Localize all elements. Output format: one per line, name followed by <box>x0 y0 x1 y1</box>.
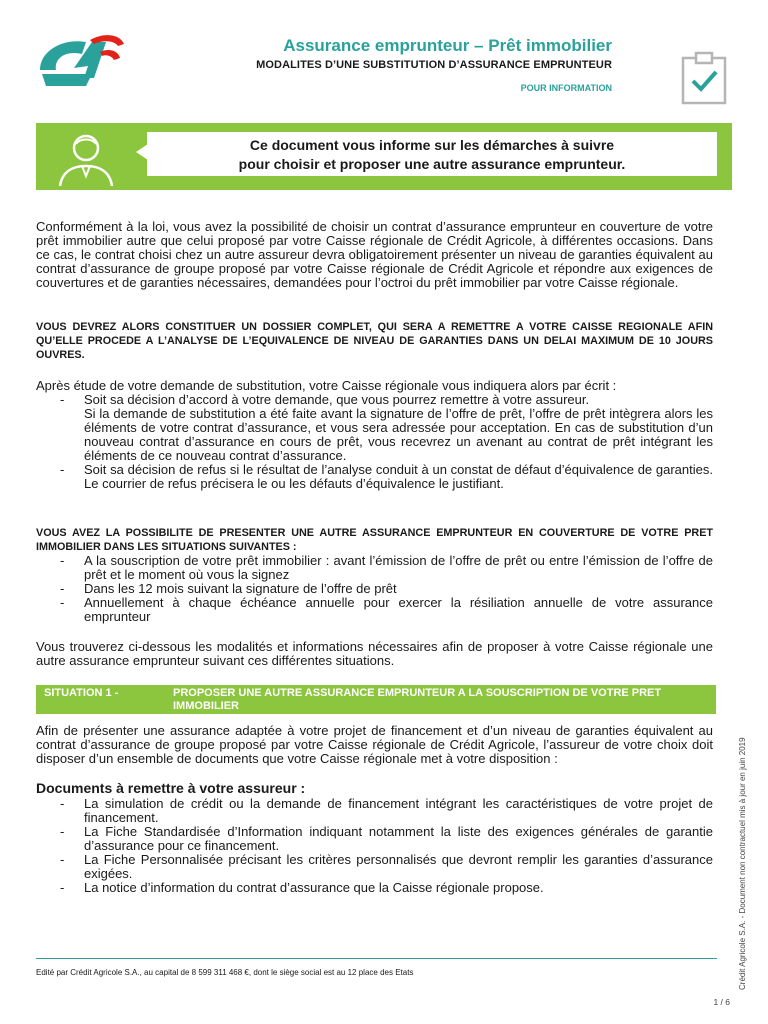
list-item: - La notice d’information du contrat d’assurance que la Caisse régionale propose. <box>36 881 713 895</box>
list-item: - Annuellement à chaque échéance annuelle pour exercer la résiliation annuelle de votre assurance emprunteur <box>36 596 713 624</box>
after-study-lead: Après étude de votre demande de substitution, votre Caisse régionale vous indiquera alors par écrit : <box>36 378 617 393</box>
situations-list <box>36 554 713 624</box>
dossier-notice: VOUS DEVREZ ALORS CONSTITUER UN DOSSIER COMPLET, QUI SERA A REMETTRE A VOTRE CAISSE REGIONALE AFIN QU’ELLE PROCEDE A L’ANALYSE DE L’EQUIVALENCE DE NIVEAU DE GARANTIES DANS UN DELAI MAXIMUM DE 10 JOURS OUVRES. <box>36 321 713 361</box>
situation-1-text: Afin de présenter une assurance adaptée à votre projet de financement et d’un niveau de garanties équivalent au contrat d’assurance de groupe proposé par votre Caisse régionale de Crédit Agricole, l’assureur de votre choix doit disposer d’un ensemble de documents que votre Caisse régionale met à votre disposition : <box>36 723 713 766</box>
footer-legal: Edité par Crédit Agricole S.A., au capital de 8 599 311 468 €, dont le siège social est au 12 place des Etats <box>36 968 414 977</box>
list-item: - Soit sa décision d’accord à votre demande, que vous pourrez remettre à votre assureur. Si la demande de substitution a été faite avant la signature de l’offre de prêt, l’offre de prêt intègrera alors les éléments de votre contrat d’assurance, et vous sera adressée pour acceptation. En cas de substitution d’un nouveau contrat d’assurance en cours de prêt, vous recevrez un avenant au contrat de prêt intégrant les éléments de ce nouveau contrat d’assurance. <box>36 393 713 463</box>
situation-1-label: SITUATION 1 - <box>44 687 119 699</box>
list-item: - La Fiche Personnalisée précisant les critères personnalisés que devront remplir les garanties d’assurance exigées. <box>36 853 713 881</box>
clipboard-check-icon <box>680 50 728 106</box>
banner-line-2: pour choisir et proposer une autre assurance emprunteur. <box>238 156 626 172</box>
person-icon <box>56 130 116 186</box>
intro-paragraph: Conformément à la loi, vous avez la possibilité de choisir un contrat d’assurance emprunteur en couverture de votre prêt immobilier autre que celui proposé par votre Caisse régionale de Crédit Agricole, à différentes occasions. Dans ce cas, le contrat choisi chez un autre assureur devra obligatoirement présenter un niveau de garanties équivalent au contrat d’assurance de groupe proposé par votre Caisse régionale de Crédit Agricole et répondre aux exigences de couvertures et de garanties nécessaires, demandées pour l’octroi du prêt immobilier par votre Caisse régionale. <box>36 219 713 290</box>
document-subtitle: MODALITES D’UNE SUBSTITUTION D’ASSURANCE EMPRUNTEUR <box>256 59 612 71</box>
banner-message <box>147 136 717 174</box>
documents-heading: Documents à remettre à votre assureur : <box>36 780 306 796</box>
transition-paragraph: Vous trouverez ci-dessous les modalités et informations nécessaires afin de proposer à votre Caisse régionale une autre assurance emprunteur suivant ces différentes situations. <box>36 639 713 668</box>
list-item: - La Fiche Standardisée d’Information indiquant notamment la liste des exigences générales de garantie d’assurance pour ce financement. <box>36 825 713 853</box>
info-tag: POUR INFORMATION <box>520 83 612 93</box>
decision-list <box>36 393 713 491</box>
credit-agricole-logo <box>34 30 126 92</box>
document-title: Assurance emprunteur – Prêt immobilier <box>283 36 612 55</box>
side-note: Crédit Agricole S.A. - Document non contractuel mis à jour en juin 2019 <box>738 737 747 990</box>
situation-1-title: PROPOSER UNE AUTRE ASSURANCE EMPRUNTEUR A LA SOUSCRIPTION DE VOTRE PRET IMMOBILIER <box>173 687 662 712</box>
banner-line-1: Ce document vous informe sur les démarches à suivre <box>249 137 615 153</box>
list-item: - Dans les 12 mois suivant la signature de l’offre de prêt <box>36 582 713 596</box>
possibility-section <box>36 526 713 624</box>
situation-1-bar <box>36 685 716 714</box>
after-study-section <box>36 379 713 491</box>
list-item: - Soit sa décision de refus si le résultat de l’analyse conduit à un constat de défaut d’équivalence de garanties. Le courrier de refus précisera le ou les défauts d’équivalence le justifiant. <box>36 463 713 491</box>
documents-list <box>36 797 713 895</box>
documents-section <box>36 797 713 895</box>
list-item: - A la souscription de votre prêt immobilier : avant l’émission de l’offre de prêt ou entre l’émission de l’offre de prêt et le moment où vous la signez <box>36 554 713 582</box>
list-item: - La simulation de crédit ou la demande de financement intégrant les caractéristiques de votre projet de financement. <box>36 797 713 825</box>
page-number: 1 / 6 <box>713 997 730 1007</box>
footer-divider <box>36 958 717 959</box>
possibility-heading: VOUS AVEZ LA POSSIBILITE DE PRESENTER UNE AUTRE ASSURANCE EMPRUNTEUR EN COUVERTURE DE VOTRE PRET IMMOBILIER DANS LES SITUATIONS SUIVANTES : <box>36 527 713 553</box>
